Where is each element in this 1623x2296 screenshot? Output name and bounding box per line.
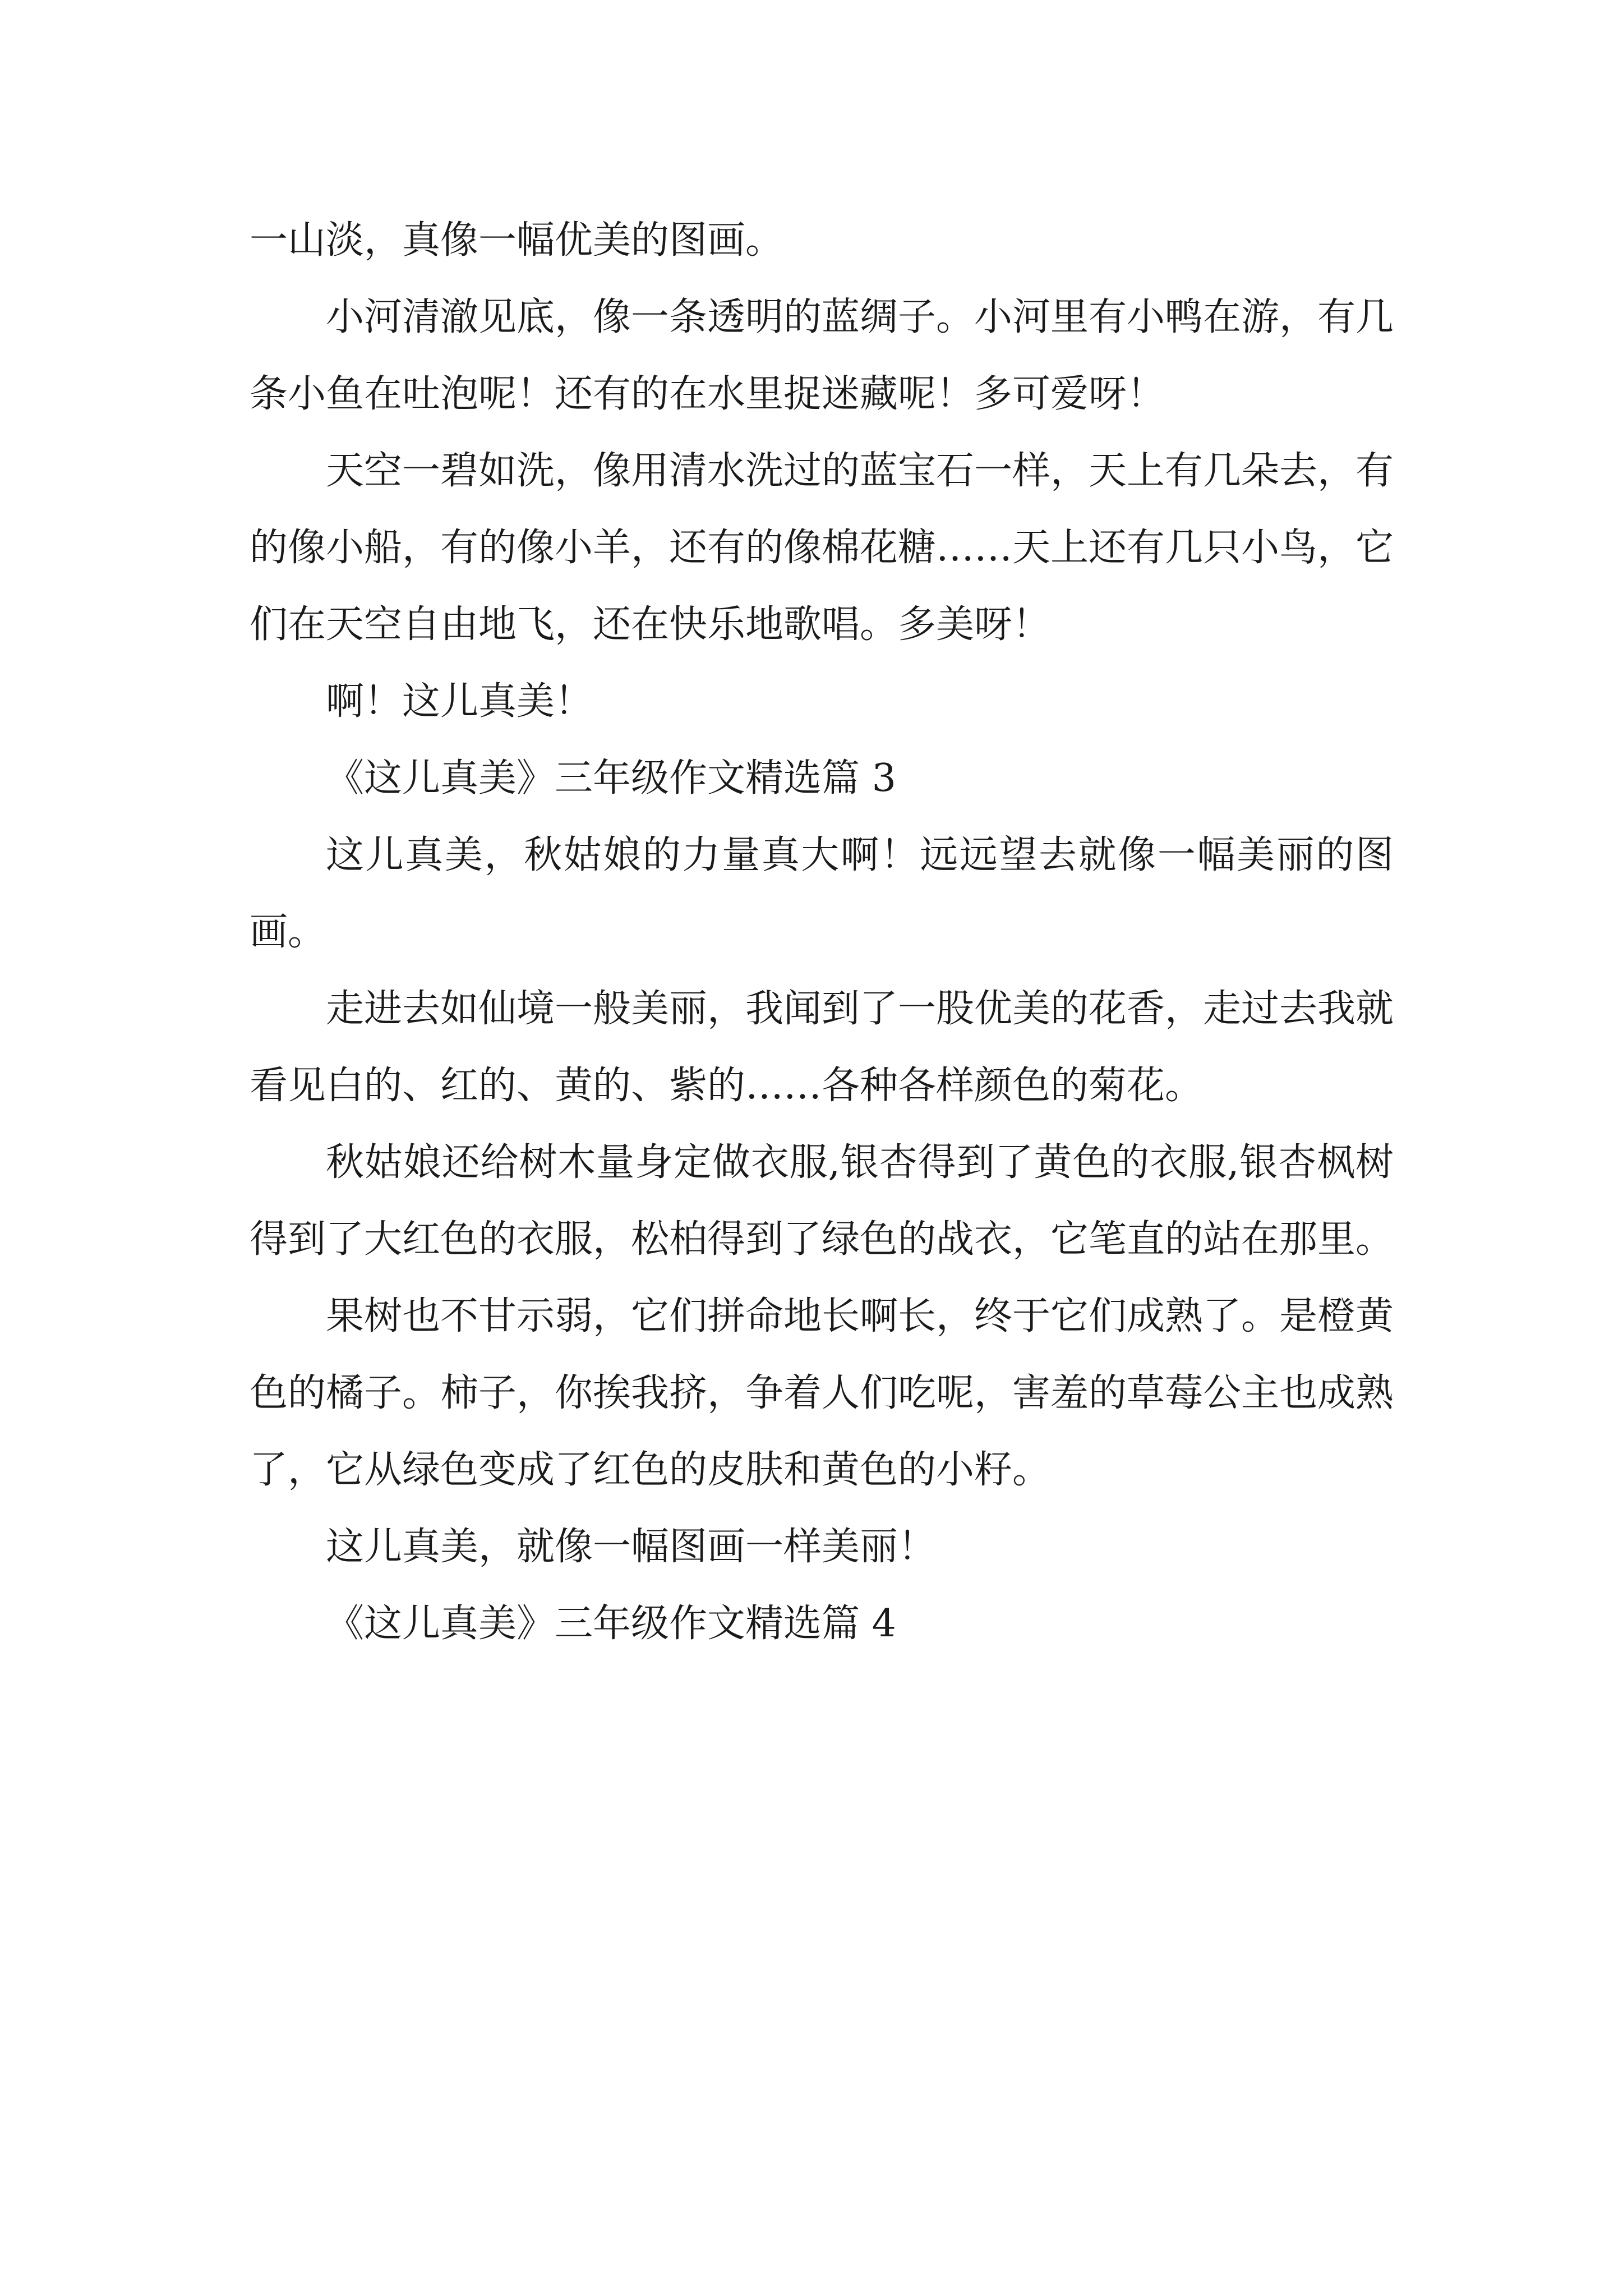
paragraph-8: 果树也不甘示弱，它们拼命地长啊长，终于它们成熟了。是橙黄色的橘子。柿子，你挨我挤，争着人们吃呢，害羞的草莓公主也成熟了，它从绿色变成了红色的皮肤和黄色的小籽。 [250,1294,1394,1492]
section-heading-3: 《这儿真美》三年级作文精选篇 3 [326,756,896,800]
paragraph-6: 走进去如仙境一般美丽，我闻到了一股优美的花香，走过去我就看见白的、红的、黄的、紫的……各种各样颜色的菊花。 [250,987,1394,1108]
paragraph-9: 这儿真美，就像一幅图画一样美丽！ [326,1525,937,1569]
paragraph-2: 小河清澈见底，像一条透明的蓝绸子。小河里有小鸭在游，有几条小鱼在吐泡呢！还有的在水里捉迷藏呢！多可爱呀！ [250,295,1394,416]
paragraph-5: 这儿真美，秋姑娘的力量真大啊！远远望去就像一幅美丽的图画。 [250,833,1394,954]
paragraph-4: 啊！这儿真美！ [326,679,593,724]
paragraph-3: 天空一碧如洗，像用清水洗过的蓝宝石一样，天上有几朵去，有的像小船，有的像小羊，还有的像棉花糖……天上还有几只小鸟，它们在天空自由地飞，还在快乐地歌唱。多美呀！ [250,449,1394,647]
paragraph-7: 秋姑娘还给树木量身定做衣服,银杏得到了黄色的衣服,银杏枫树得到了大红色的衣服，松柏得到了绿色的战衣，它笔直的站在那里。 [250,1140,1394,1262]
document-body [250,202,1394,1662]
paragraph-1: 一山淡，真像一幅优美的图画。 [250,218,784,263]
section-heading-4: 《这儿真美》三年级作文精选篇 4 [326,1602,896,1646]
